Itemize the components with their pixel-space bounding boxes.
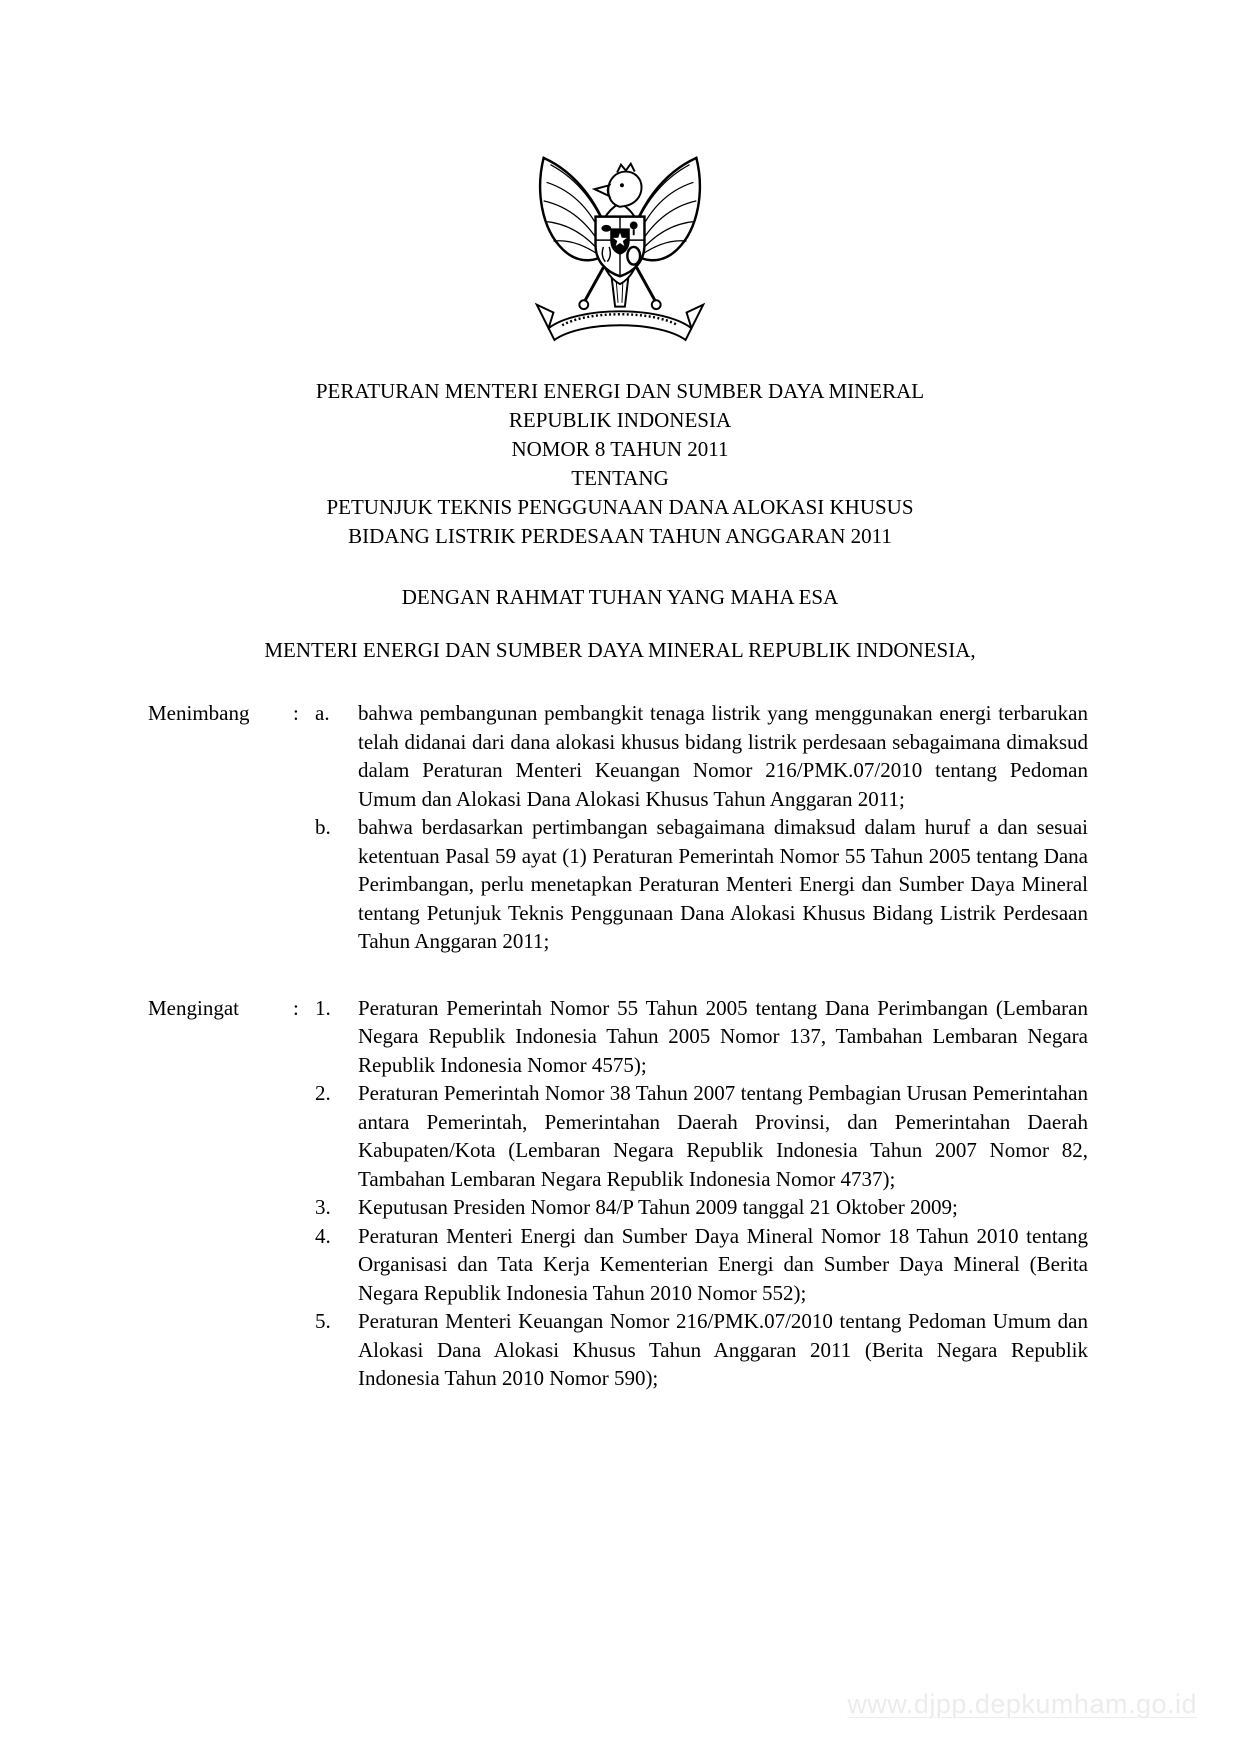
item-marker: 5.	[315, 1309, 331, 1333]
title-line-tentang: TENTANG	[571, 466, 669, 490]
authority-line: MENTERI ENERGI DAN SUMBER DAYA MINERAL REPUBLIK INDONESIA,	[264, 638, 976, 662]
item-text: Peraturan Pemerintah Nomor 55 Tahun 2005 tentang Dana Perimbangan (Lembaran Negara Republik Indonesia Tahun 2005 Nomor 137, Tambahan Lembaran Negara Republik Indonesia Nomor 4575);	[358, 995, 1088, 1077]
recalling-label: Mengingat	[148, 995, 239, 1020]
watermark-text: www.djpp.depkumham.go.id	[847, 1689, 1197, 1719]
garuda-pancasila-icon	[527, 146, 713, 342]
item-marker: b.	[315, 815, 331, 839]
considering-label: Menimbang	[148, 701, 250, 725]
title-line-republic: REPUBLIK INDONESIA	[508, 408, 732, 432]
item-text: Peraturan Menteri Energi dan Sumber Daya Mineral Nomor 18 Tahun 2010 tentang Organisasi dan Tata Kerja Kementerian Energi dan Sumber Daya Mineral (Berita Negara Republik Indonesia Tahun 2010 Nomor 552);	[358, 1223, 1088, 1305]
title-line-subject-1: PETUNJUK TEKNIS PENGGUNAAN DANA ALOKASI KHUSUS	[326, 495, 914, 519]
item-text: Peraturan Menteri Keuangan Nomor 216/PMK.07/2010 tentang Pedoman Umum dan Alokasi Dana Alokasi Khusus Tahun Anggaran 2011 (Berita Negara Republik Indonesia Tahun 2010 Nomor 590);	[358, 1309, 1088, 1390]
clauses-container	[148, 699, 1088, 1393]
item-marker: 4.	[315, 1223, 331, 1248]
recalling-colon: :	[293, 995, 299, 1020]
item-text: bahwa pembangunan pembangkit tenaga listrik yang menggunakan energi terbarukan telah didanai dari dana alokasi khusus bidang listrik perdesaan sebagaimana dimaksud dalam Peraturan Menteri Keuangan Nomor 216/PMK.07/2010 tentang Pedoman Umum dan Alokasi Dana Alokasi Khusus Tahun Anggaran 2011;	[358, 701, 1088, 811]
considering-item-b	[148, 813, 1088, 956]
document-title-block	[0, 377, 1240, 551]
item-text: Keputusan Presiden Nomor 84/P Tahun 2009 tanggal 21 Oktober 2009;	[358, 1195, 958, 1219]
item-marker: a.	[315, 701, 330, 725]
item-marker: 2.	[315, 1081, 331, 1105]
recalling-item-2	[148, 1079, 1088, 1193]
recalling-item-4	[148, 1222, 1088, 1308]
item-text: Peraturan Pemerintah Nomor 38 Tahun 2007 tentang Pembagian Urusan Pemerintahan antara Pemerintah, Pemerintahan Daerah Provinsi, dan Pemerintahan Daerah Kabupaten/Kota (Lembaran Negara Republik Indonesia Tahun 2007 Nomor 82, Tambahan Lembaran Negara Republik Indonesia Nomor 4737);	[358, 1081, 1088, 1191]
considering-colon: :	[293, 701, 299, 725]
invocation-line: DENGAN RAHMAT TUHAN YANG MAHA ESA	[401, 585, 839, 609]
recalling-item-5	[148, 1307, 1088, 1393]
recalling-item-1	[148, 994, 1088, 1080]
title-line-number: NOMOR 8 TAHUN 2011	[511, 437, 729, 461]
title-line-subject-2: BIDANG LISTRIK PERDESAAN TAHUN ANGGARAN 2011	[348, 524, 892, 548]
item-marker: 1.	[315, 995, 331, 1020]
item-text: bahwa berdasarkan pertimbangan sebagaimana dimaksud dalam huruf a dan sesuai ketentuan Pasal 59 ayat (1) Peraturan Pemerintah Nomor 55 Tahun 2005 tentang Dana Perimbangan, perlu menetapkan Peraturan Menteri Energi dan Sumber Daya Mineral tentang Petunjuk Teknis Penggunaan Dana Alokasi Khusus Bidang Listrik Perdesaan Tahun Anggaran 2011;	[358, 815, 1088, 953]
considering-item-a	[148, 699, 1088, 813]
recalling-item-3	[148, 1193, 1088, 1222]
item-marker: 3.	[315, 1195, 331, 1219]
title-line-regulation: PERATURAN MENTERI ENERGI DAN SUMBER DAYA MINERAL	[315, 379, 925, 403]
